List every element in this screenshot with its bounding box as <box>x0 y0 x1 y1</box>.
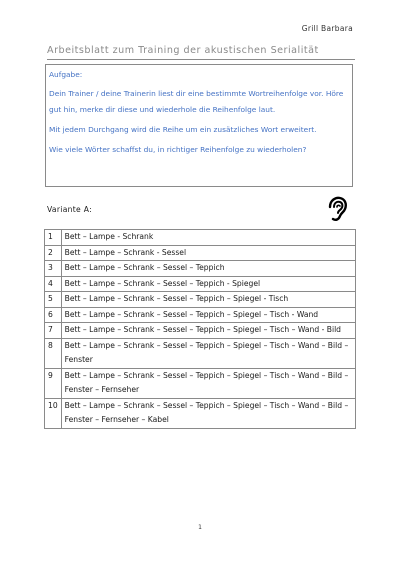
author-name: Grill Barbara <box>301 24 353 33</box>
task-paragraph-1: Dein Trainer / deine Trainerin liest dir eine bestimmte Wortreihenfolge vor. Höre gut hin, merke dir diese und wiederhole die Reihenfolge laut. <box>49 89 344 114</box>
word-sequence: Bett – Lampe – Schrank – Sessel – Teppich <box>61 261 355 277</box>
word-sequence: Bett – Lampe – Schrank – Sessel – Teppich – Spiegel - Tisch <box>61 292 355 308</box>
table-row <box>45 230 356 246</box>
worksheet-title: Arbeitsblatt zum Training der akustischen Serialität <box>47 45 355 60</box>
row-number: 1 <box>45 230 62 246</box>
row-number: 7 <box>45 323 62 339</box>
table-row <box>45 292 356 308</box>
table-row <box>45 276 356 292</box>
word-sequence: Bett – Lampe – Schrank – Sessel – Teppich – Spiegel – Tisch – Wand - Bild <box>61 323 355 339</box>
table-row <box>45 323 356 339</box>
word-sequence-table <box>44 229 356 429</box>
table-row <box>45 398 356 428</box>
table-row <box>45 261 356 277</box>
table-row <box>45 368 356 398</box>
word-sequence: Bett – Lampe – Schrank – Sessel – Teppich – Spiegel – Tisch – Wand – Bild – Fenster <box>61 338 355 368</box>
table-row <box>45 307 356 323</box>
row-number: 8 <box>45 338 62 368</box>
row-number: 4 <box>45 276 62 292</box>
table-row <box>45 338 356 368</box>
task-paragraph-3: Wie viele Wörter schaffst du, in richtiger Reihenfolge zu wiederholen? <box>49 145 307 154</box>
variant-label: Variante A: <box>47 205 92 214</box>
row-number: 5 <box>45 292 62 308</box>
row-number: 6 <box>45 307 62 323</box>
task-heading: Aufgabe: <box>49 70 83 79</box>
row-number: 3 <box>45 261 62 277</box>
ear-icon <box>326 196 348 222</box>
word-sequence: Bett – Lampe – Schrank - Sessel <box>61 245 355 261</box>
row-number: 10 <box>45 398 62 428</box>
task-box <box>45 64 353 187</box>
word-sequence: Bett – Lampe – Schrank – Sessel – Teppich – Spiegel – Tisch – Wand – Bild – Fenster – Fernseher – Kabel <box>61 398 355 428</box>
table-row <box>45 245 356 261</box>
word-sequence: Bett – Lampe – Schrank – Sessel – Teppich – Spiegel – Tisch – Wand – Bild – Fenster – Fernseher <box>61 368 355 398</box>
task-paragraph-2: Mit jedem Durchgang wird die Reihe um ein zusätzliches Wort erweitert. <box>49 125 317 134</box>
page-number: 1 <box>198 524 202 531</box>
word-sequence: Bett – Lampe – Schrank – Sessel – Teppich – Spiegel – Tisch - Wand <box>61 307 355 323</box>
row-number: 9 <box>45 368 62 398</box>
word-sequence: Bett – Lampe – Schrank – Sessel – Teppich - Spiegel <box>61 276 355 292</box>
row-number: 2 <box>45 245 62 261</box>
word-sequence: Bett – Lampe - Schrank <box>61 230 355 246</box>
